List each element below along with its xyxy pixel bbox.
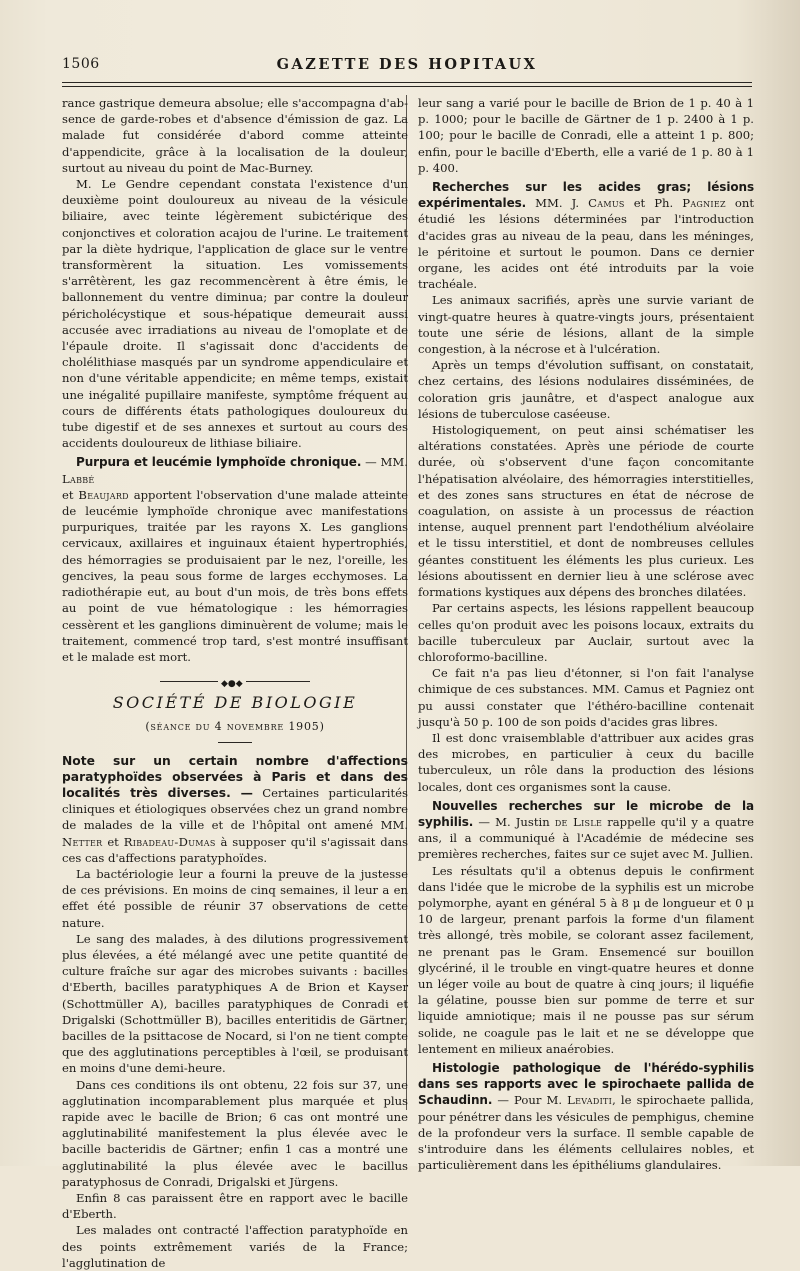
paragraph: Enfin 8 cas paraissent être en rapport avec le bacille d'Eberth. [62, 1191, 408, 1222]
paragraph: Le sang des malades, à des dilutions progressivement plus élevées, a été mélangé avec une petite quantité de culture fraîche sur agar des microbes suivants : bacilles d'Eberth, bacilles paratyphiques A de Brion et Kayser (Schottmüller A), bacilles paratyphiques de Conradi et Drigalski (Schottmüller B), bacilles enteritidis de Gärtner, bacilles de la psittacose de Nocard, si l'on ne tient compte que des agglutinations perceptibles à l'œil, se produisant en moins d'une demi-heure. [62, 931, 408, 1076]
paragraph: La bactériologie leur a fourni la preuve de la justesse de ces prévisions. En moins de cinq semaines, il leur a en effet été possible de réunir 37 observations de cette nature. [62, 866, 408, 930]
section-heading: Recherches sur les acides gras; lésions expérimentales. [418, 180, 754, 211]
article-syphilis [418, 798, 754, 863]
section-heading: Purpura et leucémie lymphoïde chronique. [76, 455, 362, 470]
text-run: et [102, 834, 124, 849]
text-run: et Ph. [624, 196, 683, 211]
paragraph: Par certains aspects, les lésions rappellent beaucoup celles qu'on produit avec les poisons locaux, extraits du bacille tuberculeux par Auclair, surtout avec la chloroformo-bacilline. [418, 601, 754, 664]
seance-date: (séance du 4 novembre 1905) [145, 720, 325, 734]
author-name: Pagniez [682, 196, 726, 211]
header-rule-bottom [62, 86, 752, 87]
text-run: apportent l'observation d'une malade atteinte de leucémie lymphoïde chronique avec manifestations purpuriques, traitée par les rayons X. Les ganglions cervicaux, axillaires et inguinaux étaient hypertrophiés, des hémorragies se produisaient par le nez, l'oreille, les gencives, la peau sous forme de larges ecchymoses. La radiothérapie eut, au bout d'un mois, de très bons effets au point de vue hématologique : les hémorragies cessèrent et les ganglions diminuèrent de volume; mais le traitement, commencé trop tard, s'est montré insuffisant et le malade est mort. [62, 487, 408, 664]
author-name: Netter [62, 834, 103, 849]
author-name: Ribadeau-Dumas [123, 834, 216, 849]
paragraph: leur sang a varié pour le bacille de Brion de 1 p. 40 à 1 p. 1000; pour le bacille de Gärtner de 1 p. 2400 à 1 p. 100; pour le bacille de Conradi, elle a atteint 1 p. 800; enfin, pour le bacille d'Eberth, elle a varié de 1 p. 80 à 1 p. 400. [418, 96, 754, 175]
paragraph: Histologiquement, on peut ainsi schématiser les altérations constatées. Après une période de courte durée, où s'observent d'une façon concomitante l'hépatisation alvéolaire, des hémorragies interstitielles, et des zones sans structures en état de nécrose de coagulation, on assiste à un processus de réaction intense, auquel prennent part l'endothélium alvéolaire et le tissu interstitiel, et dont de nombreuses cellules géantes constituent les éléments les plus curieux. Les lésions aboutissent en dernier lieu à une sclérose avec formations kystiques aux dépens des bronches dilatées. [418, 423, 754, 600]
text-run: , le spirochaete pallida, pour pénétrer dans les vésicules de pemphigus, chemine de la profondeur vers la surface. Il semble capable de s'introduire dans les éléments cellulaires nobles, et particulièrement dans les épithéliums glandulaires. [418, 1093, 754, 1173]
right-column [418, 95, 754, 1173]
text-run: — M. Justin [473, 814, 555, 829]
society-heading: SOCIÉTÉ DE BIOLOGIE [112, 693, 358, 713]
paragraph: Les résultats qu'il a obtenus depuis le confirment dans l'idée que le microbe de la syphilis est un microbe polymorphe, ayant en général 5 à 8 μ de longueur et 0 μ 10 de largeur, prenant parfois la forme d'un filament très allongé, très mobile, se colorant assez facilement, ne prenant pas le Gram. Ensemencé sur bouillon glycériné, il le trouble en vingt-quatre heures et donne un léger voile au bout de quatre à cinq jours; il liquéfie la gélatine, pousse bien sur pomme de terre et sur liquide amniotique; mais il ne pousse pas sur sérum solide, ne coagule pas le lait et ne se développe que lentement en milieux anaérobies. [418, 863, 754, 1056]
author-name: Camus [588, 196, 625, 211]
section-heading: Note sur un certain nombre d'affections paratyphoïdes observées à Paris et dans des localités très diverses. — [62, 753, 408, 800]
journal-title: GAZETTE DES HOPITAUX [276, 56, 538, 73]
ornament-glyph: ◆●◆ [218, 676, 246, 692]
paragraph: Les animaux sacrifiés, après une survie variant de vingt-quatre heures à quatre-vingts jours, présentaient toute une série de lésions, allant de la simple congestion, à la nécrose et à l'ulcération. [418, 293, 754, 357]
header-rule-top [62, 82, 752, 83]
author-name: Levaditi [567, 1093, 613, 1108]
paragraph: Après un temps d'évolution suffisant, on constatait, chez certains, des lésions nodulaires disséminées, de coloration gris jaunâtre, et d'aspect analogue aux lésions de tuberculose caséeuse. [418, 358, 754, 421]
paragraph: Il est donc vraisemblable d'attribuer aux acides gras des microbes, en particulier à ceux du bacille tuberculeux, un rôle dans la production des lésions locales, dont ces organismes sont la cause. [418, 730, 754, 794]
page-number: 1506 [62, 56, 100, 72]
left-column [62, 95, 408, 1271]
text-run: Certaines particularités cliniques et étiologiques observées chez un grand nombre de malades de la ville et de l'hôpital ont amené MM. [62, 785, 408, 833]
seance-rule [218, 742, 252, 743]
text-run: rappelle qu'il y a quatre ans, il a communiqué à l'Académie de médecine ses premières recherches, faites sur ce sujet avec M. Jullien. [418, 814, 754, 862]
author-name: de Lisle [554, 814, 603, 829]
article-heredo-syphilis [418, 1060, 754, 1173]
article-acides-gras [418, 179, 754, 292]
text-run: — Pour M. [492, 1093, 568, 1108]
paragraph: M. Le Gendre cependant constata l'existence d'un deuxième point douloureux au niveau de la vésicule biliaire, avec teinte légèrement subictérique des conjonctives et coloration acajou de l'urine. Le traitement par la diète hydrique, l'application de glace sur le ventre transformèrent la situation. Les vomissements s'arrêtèrent, les gaz recommencèrent à être émis, le ballonnement du ventre diminua; par contre la douleur péricholécystique et sous-hépatique demeurait aussi accusée avec irradiations au niveau de l'omoplate et de l'épaule droite. Il s'agissait donc d'accidents de cholélithiase masqués par un syndrome appendiculaire et non d'une véritable appendicite; en même temps, existait une inégalité pupillaire manifeste, symptôme fréquent au cours de différents états pathologiques douloureux du tube digestif et de ses annexes et surtout au cours des accidents douloureux de lithiase biliaire. [62, 177, 408, 451]
text-run: à supposer qu'il s'agissait dans ces cas d'affections paratyphoïdes. [62, 834, 408, 865]
text-run: — MM. [361, 455, 408, 470]
section-heading: Histologie pathologique de l'hérédo-syphilis dans ses rapports avec le spirochaete pallida de Schaudinn. [418, 1060, 754, 1108]
page-header [62, 56, 752, 78]
author-name: Labbé [62, 471, 95, 486]
paragraph: rance gastrique demeura absolue; elle s'accompagna d'absence de garde-robes et d'absence d'émission de gaz. La malade fut considérée d'abord comme atteinte d'appendicite, grâce à la localisation de la douleur, surtout au niveau du point de Mac-Burney. [62, 96, 408, 175]
paragraph: Ce fait n'a pas lieu d'étonner, si l'on fait l'analyse chimique de ces substances. MM. Camus et Pagniez ont pu aussi constater que l'éthéro-bacilline contenait jusqu'à 50 p. 100 de son poids d'acides gras libres. [418, 666, 754, 729]
text-run: ont étudié les lésions déterminées par l'introduction d'acides gras au niveau de la peau, dans les méninges, le péritoine et surtout le poumon. Dans ce dernier organe, les acides ont été introduits par la voie trachéale. [418, 196, 755, 292]
section-heading: Nouvelles recherches sur le microbe de la syphilis. [418, 798, 754, 829]
author-name: Beaujard [78, 487, 129, 502]
article-paratyphoide [62, 753, 408, 866]
text-run: MM. J. [526, 196, 589, 211]
paragraph: Dans ces conditions ils ont obtenu, 22 fois sur 37, une agglutination incomparablement plus marquée et plus rapide avec le bacille de Brion; 6 cas ont montré une agglutinabilité manifestement la plus élevée avec le bacille bacteridis de Gärtner; enfin 1 cas a montré une agglutinabilité la plus élevée avec le bacillus paratyphosus de Conradi, Drigalski et Jürgens. [62, 1077, 408, 1189]
article-purpura [62, 454, 408, 665]
section-ornament [160, 677, 310, 690]
paragraph: Les malades ont contracté l'affection paratyphoïde en des points extrêmement variés de la France; l'agglutination de [62, 1223, 408, 1270]
text-run: et [62, 487, 79, 502]
